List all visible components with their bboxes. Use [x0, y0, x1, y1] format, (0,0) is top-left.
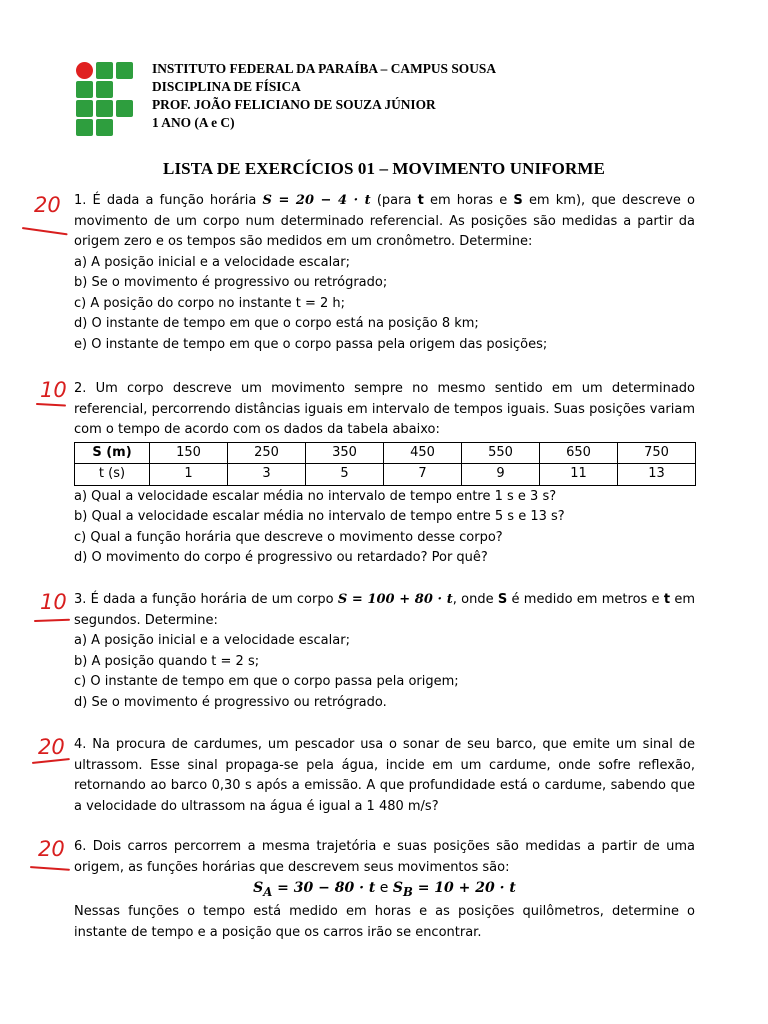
grade-underline	[36, 403, 66, 407]
variable-t: t	[417, 193, 424, 208]
logo-green-square	[76, 100, 93, 117]
handwritten-grade: 20	[38, 735, 65, 759]
question-3-number: 3. É dada a função horária de um corpo	[74, 592, 338, 607]
table-cell: 550	[462, 442, 540, 464]
table-header-t: t (s)	[75, 464, 150, 486]
header-block	[152, 60, 496, 132]
question-6-equations	[74, 878, 695, 902]
logo-red-circle	[76, 62, 93, 79]
logo-green-square	[116, 62, 133, 79]
question-2	[74, 379, 695, 569]
question-4-statement: 4. Na procura de cardumes, um pescador usa o sonar de seu barco, que emite um sinal de ultrassom. Esse sinal propaga-se pela água, incide em um cardume, onde sofre reflexão, retornando ao barco 0,30 s após a emissão. A que profundidade está o cardume, sabendo que a velocidade do ultrassom na água é igual a 1 480 m/s?	[74, 737, 695, 814]
question-2-item-c: c) Qual a função horária que descreve o movimento desse corpo?	[74, 529, 503, 545]
equation-b-subscript: B	[402, 884, 413, 899]
question-1-statement	[74, 191, 695, 253]
question-1-item-c: c) A posição do corpo no instante t = 2 h;	[74, 295, 346, 311]
question-3-item-a: a) A posição inicial e a velocidade escalar;	[74, 633, 350, 648]
question-1	[74, 191, 695, 355]
text-fragment: em segundos. Determine:	[74, 592, 695, 628]
table-header-s: S (m)	[75, 442, 150, 464]
table-cell: 11	[540, 464, 618, 486]
question-6	[74, 837, 695, 943]
question-3-item-c: c) O instante de tempo em que o corpo passa pela origem;	[74, 674, 459, 689]
class-name: 1 ANO (A e C)	[152, 115, 235, 130]
equation-b-symbol: S	[392, 880, 403, 896]
equation-a-rest: = 30 − 80 · t	[272, 880, 376, 896]
discipline-name: DISCIPLINA DE FÍSICA	[152, 79, 301, 94]
table-cell: 3	[228, 464, 306, 486]
logo-green-square	[96, 119, 113, 136]
text-fragment: em km), que descreve o movimento de um corpo num determinado referencial. As posições são medidas a partir da origem zero e os tempos são medidos em um cronômetro. Determine:	[74, 193, 695, 249]
handwritten-grade: 10	[40, 378, 67, 402]
logo-green-square	[96, 81, 113, 98]
variable-s: S	[513, 193, 523, 208]
question-4	[74, 735, 695, 817]
question-3-item-d: d) Se o movimento é progressivo ou retrógrado.	[74, 694, 387, 710]
question-1-item-b: b) Se o movimento é progressivo ou retrógrado;	[74, 275, 388, 290]
question-1-item-e: e) O instante de tempo em que o corpo passa pela origem das posições;	[74, 336, 548, 352]
question-1-item-d: d) O instante de tempo em que o corpo está na posição 8 km;	[74, 316, 479, 331]
institution-name: INSTITUTO FEDERAL DA PARAÍBA – CAMPUS SOUSA	[152, 61, 497, 76]
equation-a-subscript: A	[263, 884, 273, 899]
table-cell: 350	[306, 442, 384, 464]
question-3-item-b: b) A posição quando t = 2 s;	[74, 653, 260, 669]
professor-name: PROF. JOÃO FELICIANO DE SOUZA JÚNIOR	[152, 97, 436, 112]
handwritten-grade: 20	[38, 837, 65, 861]
table-cell: 150	[150, 442, 228, 464]
logo-green-square	[96, 62, 113, 79]
logo-green-square	[96, 100, 113, 117]
equation-b-rest: = 10 + 20 · t	[412, 880, 516, 896]
question-3-equation: S = 100 + 80 · t	[337, 592, 453, 607]
text-fragment: em horas e	[423, 193, 514, 208]
logo-green-square	[116, 100, 133, 117]
table-cell: 250	[228, 442, 306, 464]
text-fragment: é medido em metros e	[507, 592, 664, 607]
table-cell: 9	[462, 464, 540, 486]
question-2-item-a: a) Qual a velocidade escalar média no intervalo de tempo entre 1 s e 3 s?	[74, 488, 557, 504]
table-row-time	[75, 464, 696, 486]
table-cell: 5	[306, 464, 384, 486]
question-2-statement: 2. Um corpo descreve um movimento sempre no mesmo sentido em um determinado referencial, percorrendo distâncias iguais em intervalo de tempos iguais. Suas posições variam com o tempo de acordo com os dados da tabela abaixo:	[74, 381, 695, 437]
variable-s: S	[497, 592, 508, 607]
equation-a-symbol: S	[253, 880, 264, 896]
handwritten-grade: 20	[34, 193, 61, 217]
question-6-statement: 6. Dois carros percorrem a mesma trajetória e suas posições são medidas a partir de uma origem, as funções horárias que descrevem seus movimentos são:	[74, 839, 695, 875]
equation-conjunction: e	[375, 880, 393, 896]
text-fragment: , onde	[452, 592, 498, 607]
handwritten-grade: 10	[40, 590, 67, 614]
question-3	[74, 590, 695, 713]
question-2-item-d: d) O movimento do corpo é progressivo ou retardado? Por quê?	[74, 550, 488, 565]
text-fragment: (para	[370, 193, 418, 208]
question-2-item-b: b) Qual a velocidade escalar média no intervalo de tempo entre 5 s e 13 s?	[74, 509, 565, 524]
grade-underline	[34, 619, 70, 622]
position-time-table	[74, 442, 696, 486]
table-row-position	[75, 442, 696, 464]
table-cell: 450	[384, 442, 462, 464]
logo-green-square	[76, 119, 93, 136]
question-1-item-a: a) A posição inicial e a velocidade escalar;	[74, 254, 350, 270]
variable-t: t	[663, 592, 671, 607]
page-title: LISTA DE EXERCÍCIOS 01 – MOVIMENTO UNIFORME	[163, 159, 605, 178]
table-cell: 1	[150, 464, 228, 486]
table-cell: 750	[618, 442, 696, 464]
question-1-equation: S = 20 − 4 · t	[262, 193, 371, 208]
question-6-closing: Nessas funções o tempo está medido em horas e as posições quilômetros, determine o instante de tempo e a posição que os carros irão se encontrar.	[74, 904, 695, 940]
table-cell: 13	[618, 464, 696, 486]
logo-green-square	[76, 81, 93, 98]
table-cell: 650	[540, 442, 618, 464]
grade-underline	[22, 227, 68, 235]
question-3-statement	[74, 590, 695, 631]
grade-underline	[30, 866, 70, 871]
table-cell: 7	[384, 464, 462, 486]
institution-logo	[76, 62, 134, 136]
question-1-number: 1. É dada a função horária	[74, 193, 263, 208]
